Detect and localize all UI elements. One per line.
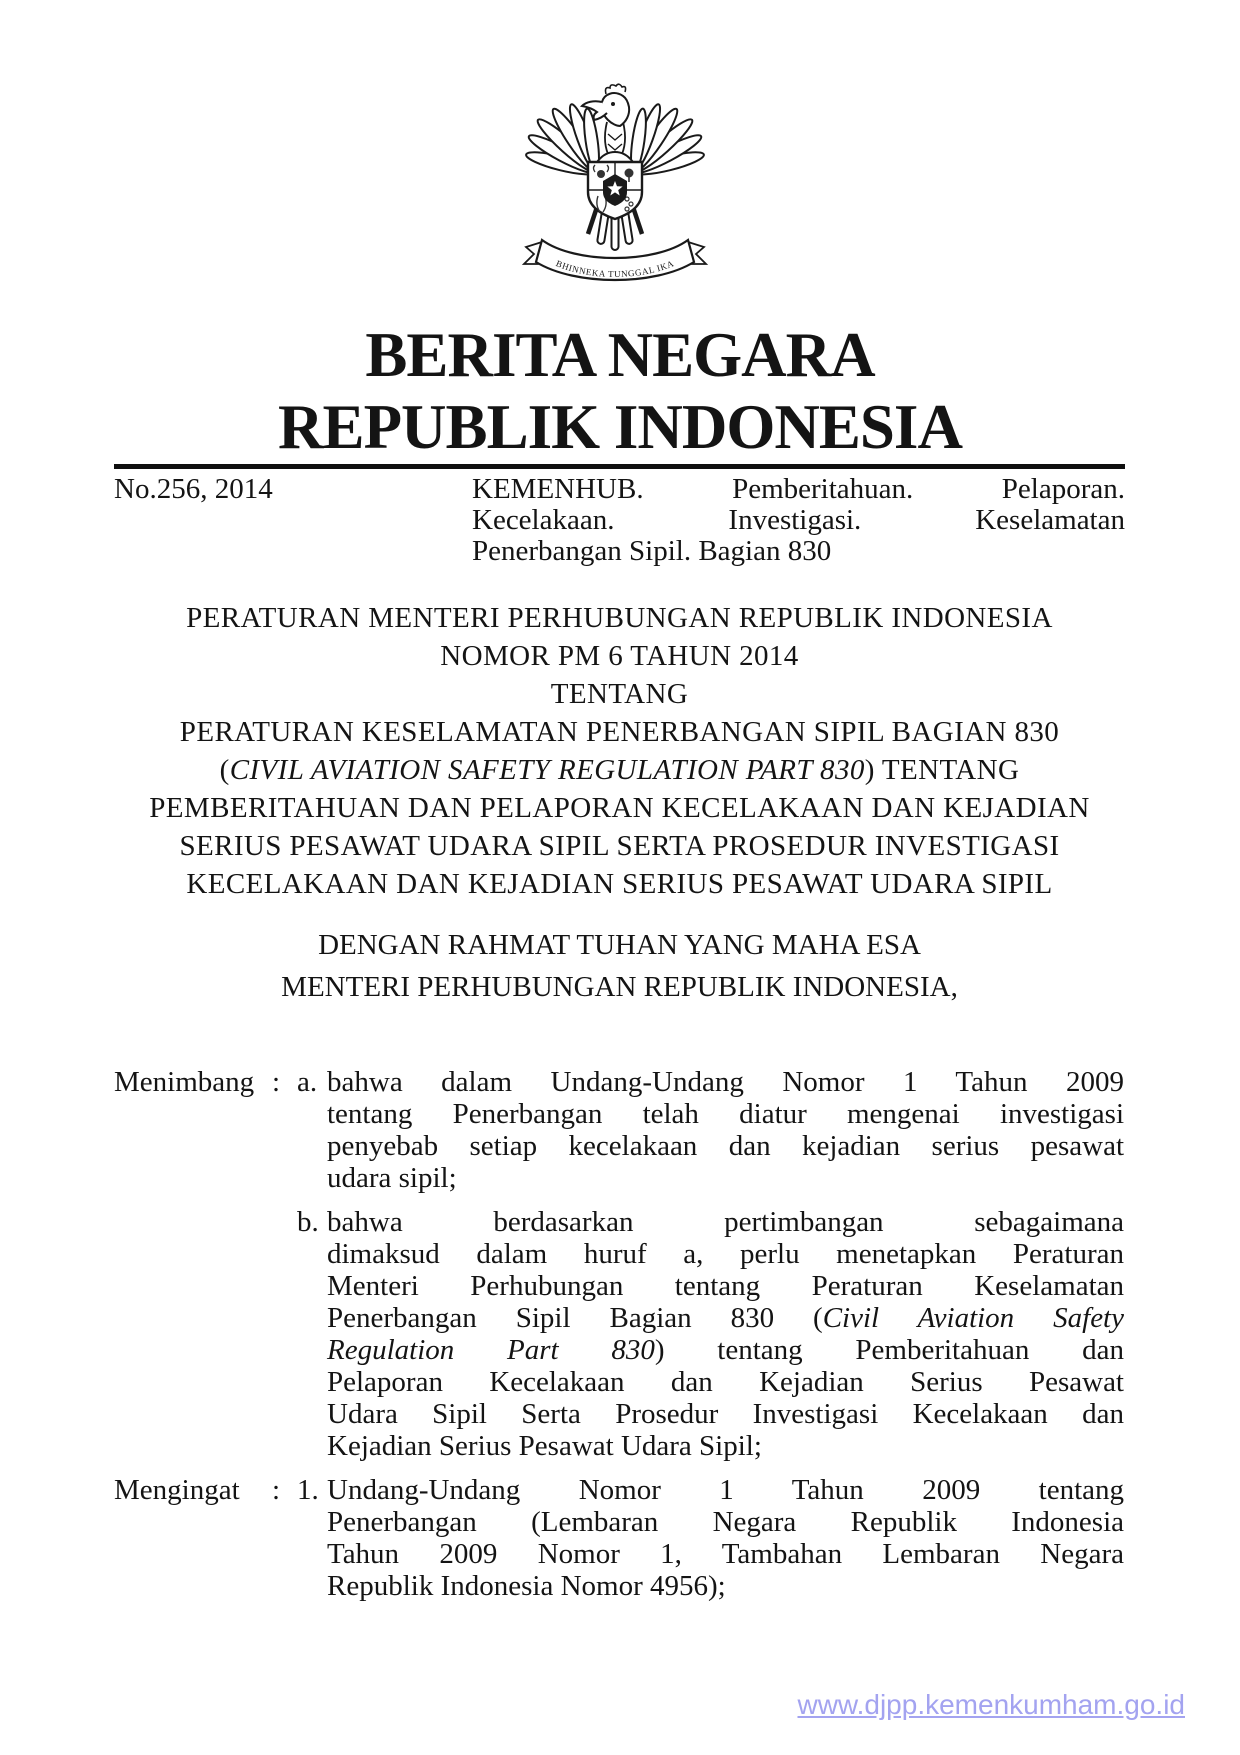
menimbang-section <box>114 1066 1125 1462</box>
footer-link[interactable]: www.djpp.kemenkumham.go.id <box>797 1689 1185 1720</box>
mengingat-item-1 <box>114 1474 1125 1602</box>
mengingat-separator: : <box>272 1474 281 1506</box>
item-marker: a. <box>297 1066 318 1098</box>
menimbang-separator: : <box>272 1066 281 1098</box>
mengingat-section <box>114 1474 1125 1602</box>
regulation-title: PERATURAN MENTERI PERHUBUNGAN REPUBLIK INDONESIA NOMOR PM 6 TAHUN 2014 TENTANG PERATURAN KESELAMATAN PENERBANGAN SIPIL BAGIAN 830 (CIVIL AVIATION SAFETY REGULATION PART 830) TENTANG PEMBERITAHUAN DAN PELAPORAN KECELAKAAN DAN KEJADIAN SERIUS PESAWAT UDARA SIPIL SERTA PROSEDUR INVESTIGASI KECELAKAAN DAN KEJADIAN SERIUS PESAWAT UDARA SIPIL <box>149 602 1090 900</box>
item-marker: 1. <box>297 1474 319 1506</box>
menimbang-item-b <box>114 1206 1125 1462</box>
eye <box>611 102 615 106</box>
item-text: Undang-Undang Nomor 1 Tahun 2009 tentang Penerbangan (Lembaran Negara Republik Indonesia Tahun 2009 Nomor 1, Tambahan Lembaran Negara Republik Indonesia Nomor 4956); <box>327 1474 1124 1602</box>
gazette-title-line2: REPUBLIK INDONESIA <box>278 392 962 462</box>
masthead-divider <box>114 464 1125 469</box>
issue-row <box>114 474 1125 567</box>
item-text: bahwa dalam Undang-Undang Nomor 1 Tahun 2009 tentang Penerbangan telah diatur mengenai investigasi penyebab setiap kecelakaan dan kejadian serius pesawat udara sipil; <box>327 1066 1124 1194</box>
motto-text: BHINNEKA TUNGGAL IKA <box>554 258 676 280</box>
eagle-head <box>601 93 629 126</box>
pancasila-shield <box>588 162 642 219</box>
preamble: DENGAN RAHMAT TUHAN YANG MAHA ESA MENTERI PERHUBUNGAN REPUBLIK INDONESIA, <box>281 929 958 1003</box>
gazette-title <box>0 319 1240 463</box>
item-marker: b. <box>297 1206 319 1238</box>
item-text: bahwa berdasarkan pertimbangan sebagaimana dimaksud dalam huruf a, perlu menetapkan Peraturan Menteri Perhubungan tentang Peraturan Keselamatan Penerbangan Sipil Bagian 830 (Civil Aviation Safety Regulation Part 830) tentang Pemberitahuan dan Pelaporan Kecelakaan dan Kejadian Serius Pesawat Udara Sipil Serta Prosedur Investigasi Kecelakaan dan Kejadian Serius Pesawat Udara Sipil; <box>327 1206 1124 1462</box>
garuda-pancasila-emblem <box>520 82 710 294</box>
mengingat-label: Mengingat <box>114 1474 240 1506</box>
menimbang-label: Menimbang <box>114 1066 255 1098</box>
issue-number: No.256, 2014 <box>114 473 273 505</box>
menimbang-item-a <box>114 1066 1125 1194</box>
gazette-title-line1: BERITA NEGARA <box>365 320 875 390</box>
issue-subject: KEMENHUB. Pemberitahuan. Pelaporan. Kecelakaan. Investigasi. Keselamatan Penerbangan Sipil. Bagian 830 <box>472 473 1125 567</box>
